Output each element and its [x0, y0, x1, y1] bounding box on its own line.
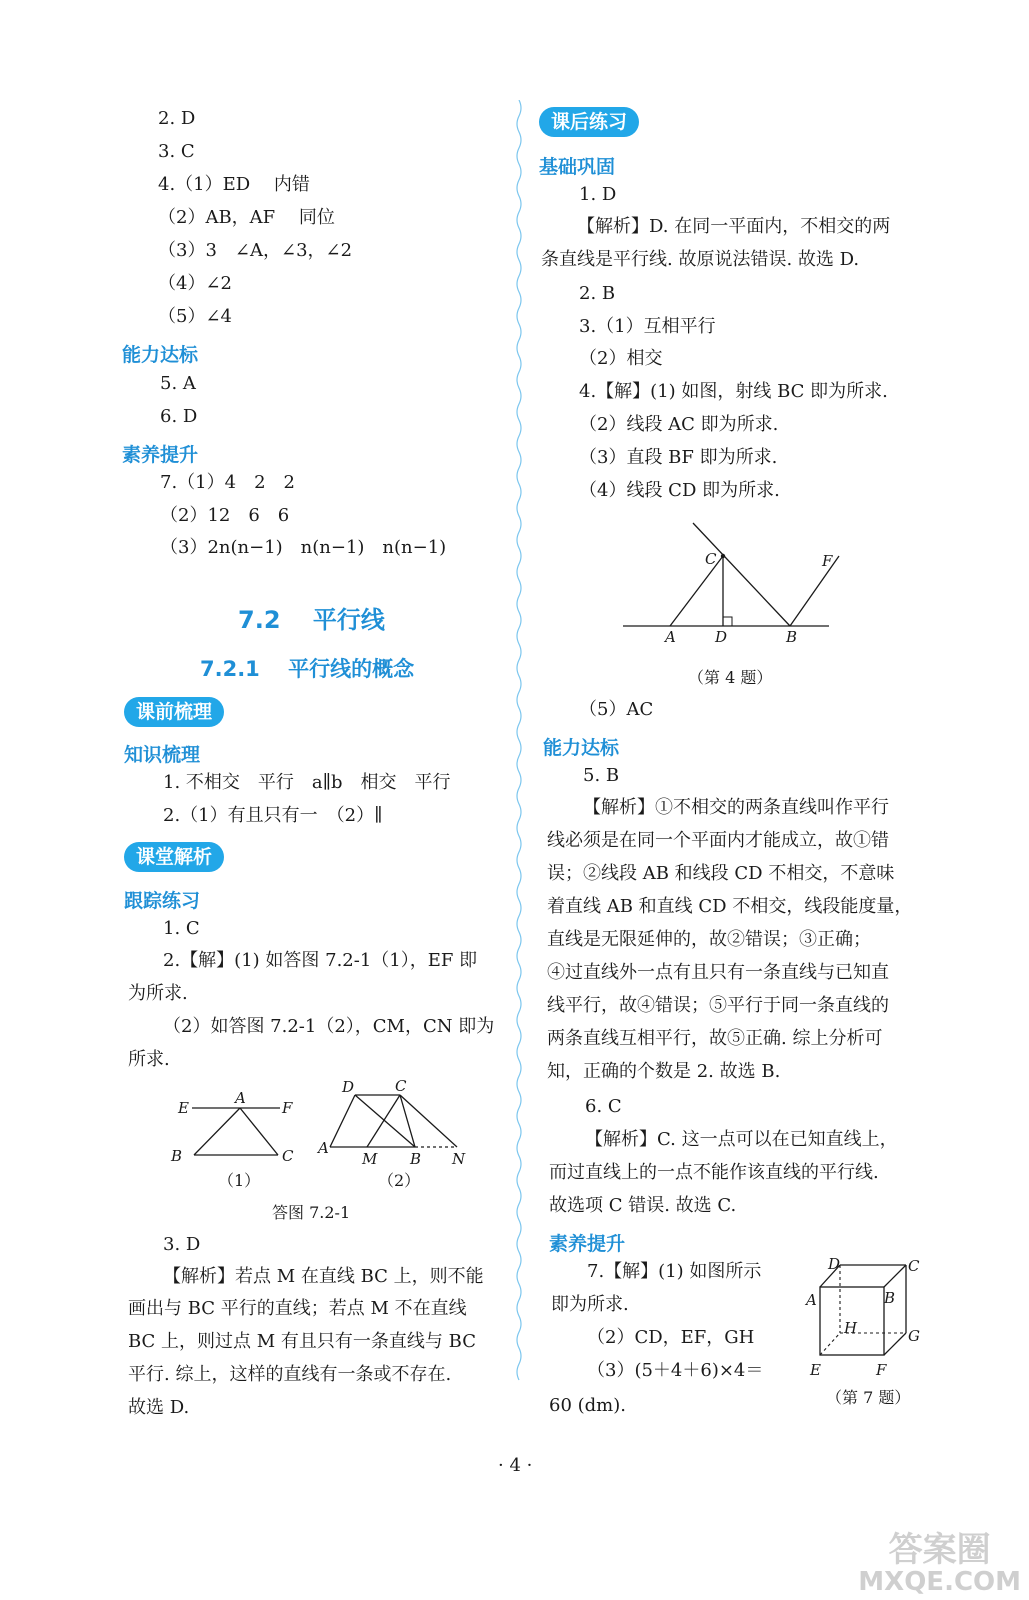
svg-text:C: C: [705, 550, 717, 568]
section-zhishi-shuli: 知识梳理: [124, 744, 201, 766]
svg-text:D: D: [715, 628, 728, 646]
section-nengli-dabiao: 能力达标: [122, 344, 199, 366]
answer-5: 5. A: [160, 373, 196, 394]
practice-4-2: （2）线段 AC 即为所求.: [579, 414, 779, 435]
section-genzong-lianxi: 跟踪练习: [124, 890, 201, 912]
svg-text:H: H: [844, 1319, 858, 1337]
track-3-analysis-5: 故选 D.: [128, 1397, 190, 1418]
practice-5-analysis-5: 直线是无限延伸的，故②错误；③正确；: [547, 929, 871, 950]
practice-5: 5. B: [583, 765, 620, 786]
answer-6: 6. D: [160, 406, 198, 427]
svg-text:F: F: [876, 1361, 887, 1379]
practice-6-analysis-3: 故选项 C 错误. 故选 C.: [549, 1195, 737, 1216]
figure-caption-q7: （第 7 题）: [826, 1388, 911, 1407]
practice-5-analysis-2: 线必须是在同一个平面内才能成立，故①错: [547, 830, 889, 851]
figure-sub-label-2: （2）: [378, 1171, 421, 1190]
page-number: · 4 ·: [498, 1455, 533, 1476]
track-2-line3: （2）如答图 7.2-1（2），CM，CN 即为: [163, 1016, 495, 1037]
svg-text:B: B: [410, 1150, 422, 1168]
section-jichu-gonggu: 基础巩固: [539, 156, 616, 178]
badge-ketang-jiexi: 课堂解析: [124, 842, 224, 872]
answer-4-1: 4.（1）ED 内错: [158, 174, 310, 195]
svg-text:B: B: [884, 1289, 896, 1307]
svg-text:F: F: [822, 552, 833, 570]
practice-7-3: （3）(5＋4＋6)×4＝: [587, 1360, 764, 1381]
answer-4-3: （3）3 ∠A，∠3，∠2: [158, 240, 353, 261]
svg-text:E: E: [810, 1361, 821, 1379]
practice-7-2: （2）CD，EF，GH: [587, 1327, 755, 1348]
svg-text:A: A: [665, 628, 676, 646]
section-title-7-2-1: 7.2.1 平行线的概念: [200, 657, 415, 681]
watermark-top: 答案圈: [888, 1530, 991, 1570]
practice-4-3: （3）直段 BF 即为所求.: [579, 447, 778, 468]
track-3-analysis-1: 【解析】若点 M 在直线 BC 上，则不能: [163, 1266, 484, 1287]
figure-caption-7-2-1: 答图 7.2-1: [272, 1203, 351, 1222]
svg-text:C: C: [395, 1077, 407, 1095]
practice-1-analysis-2: 条直线是平行线. 故原说法错误. 故选 D.: [541, 249, 860, 270]
practice-7-1b: 即为所求.: [551, 1294, 629, 1315]
answer-4-2: （2）AB，AF 同位: [158, 207, 335, 228]
svg-text:B: B: [786, 628, 798, 646]
svg-text:A: A: [318, 1139, 329, 1157]
track-2-line1: 2.【解】(1) 如答图 7.2-1（1），EF 即: [163, 950, 478, 971]
practice-5-analysis-9: 知，正确的个数是 2. 故选 B.: [547, 1061, 781, 1082]
figure-7-2-1: [170, 1075, 480, 1195]
watermark-logo: [858, 1532, 1021, 1596]
svg-text:B: B: [171, 1147, 183, 1165]
knowledge-1: 1. 不相交 平行 a∥b 相交 平行: [163, 772, 451, 793]
practice-2: 2. B: [579, 283, 616, 304]
figure-sub-label-1: （1）: [218, 1171, 261, 1190]
practice-6-analysis-1: 【解析】C. 这一点可以在已知直线上，: [585, 1129, 898, 1150]
svg-text:F: F: [282, 1099, 293, 1117]
watermark-bottom: MXQE.COM: [858, 1567, 1021, 1597]
svg-text:A: A: [806, 1291, 817, 1309]
practice-5-analysis-7: 线平行，故④错误；⑤平行于同一条直线的: [547, 995, 889, 1016]
practice-4-1: 4.【解】(1) 如图，射线 BC 即为所求.: [579, 381, 888, 402]
svg-text:C: C: [282, 1147, 294, 1165]
practice-1-analysis-1: 【解析】D. 在同一平面内，不相交的两: [577, 216, 891, 237]
badge-kehou-lianxi: 课后练习: [539, 107, 639, 137]
svg-text:D: D: [342, 1078, 355, 1096]
practice-6: 6. C: [585, 1096, 622, 1117]
answer-4-4: （4）∠2: [158, 273, 232, 294]
answer-7-1: 7.（1）4 2 2: [160, 472, 295, 493]
practice-7-3b: 60 (dm).: [549, 1395, 626, 1416]
svg-text:M: M: [362, 1150, 378, 1168]
svg-text:N: N: [452, 1150, 466, 1168]
practice-5-analysis-4: 着直线 AB 和直线 CD 不相交，线段能度量，: [547, 896, 913, 917]
practice-6-analysis-2: 而过直线上的一点不能作该直线的平行线.: [549, 1162, 879, 1183]
badge-keqian-shuli: 课前梳理: [124, 697, 224, 727]
answer-3: 3. C: [158, 141, 195, 162]
practice-4-4: （4）线段 CD 即为所求.: [579, 480, 780, 501]
section-title-7-2: 7.2 平行线: [238, 606, 385, 634]
section-suyang-tisheng: 素养提升: [122, 444, 199, 466]
answer-2: 2. D: [158, 108, 196, 129]
svg-text:A: A: [235, 1089, 246, 1107]
figure-question-7-cube: [800, 1255, 930, 1380]
svg-text:G: G: [908, 1327, 920, 1345]
track-3-analysis-3: BC 上，则过点 M 有且只有一条直线与 BC: [128, 1331, 476, 1352]
figure-caption-q4: （第 4 题）: [688, 668, 773, 687]
practice-1: 1. D: [579, 184, 617, 205]
practice-5-analysis-1: 【解析】①不相交的两条直线叫作平行: [583, 797, 889, 818]
column-divider: [513, 100, 525, 1440]
track-2-line2: 为所求.: [128, 983, 188, 1004]
practice-7-1: 7.【解】(1) 如图所示: [587, 1261, 762, 1282]
knowledge-2: 2.（1）有且只有一 （2）∥: [163, 805, 383, 826]
practice-4-5: （5）AC: [579, 699, 654, 720]
figure-question-4: [615, 518, 840, 648]
track-2-line4: 所求.: [128, 1049, 170, 1070]
svg-text:C: C: [908, 1257, 920, 1275]
answer-7-2: （2）12 6 6: [160, 505, 290, 526]
svg-text:D: D: [828, 1255, 841, 1273]
answer-4-5: （5）∠4: [158, 306, 232, 327]
practice-5-analysis-3: 误；②线段 AB 和线段 CD 不相交，不意味: [547, 863, 895, 884]
section-suyang-tisheng-right: 素养提升: [549, 1233, 626, 1255]
practice-5-analysis-8: 两条直线互相平行，故⑤正确. 综上分析可: [547, 1028, 883, 1049]
section-nengli-dabiao-right: 能力达标: [543, 737, 620, 759]
track-3: 3. D: [163, 1234, 201, 1255]
svg-text:E: E: [178, 1099, 189, 1117]
practice-3-1: 3.（1）互相平行: [579, 316, 716, 337]
practice-5-analysis-6: ④过直线外一点有且只有一条直线与已知直: [547, 962, 889, 983]
track-3-analysis-2: 画出与 BC 平行的直线；若点 M 不在直线: [128, 1298, 467, 1319]
answer-7-3: （3）2n(n−1) n(n−1) n(n−1): [160, 537, 447, 558]
track-3-analysis-4: 平行. 综上，这样的直线有一条或不存在.: [128, 1364, 452, 1385]
track-1: 1. C: [163, 918, 200, 939]
practice-3-2: （2）相交: [579, 348, 663, 369]
